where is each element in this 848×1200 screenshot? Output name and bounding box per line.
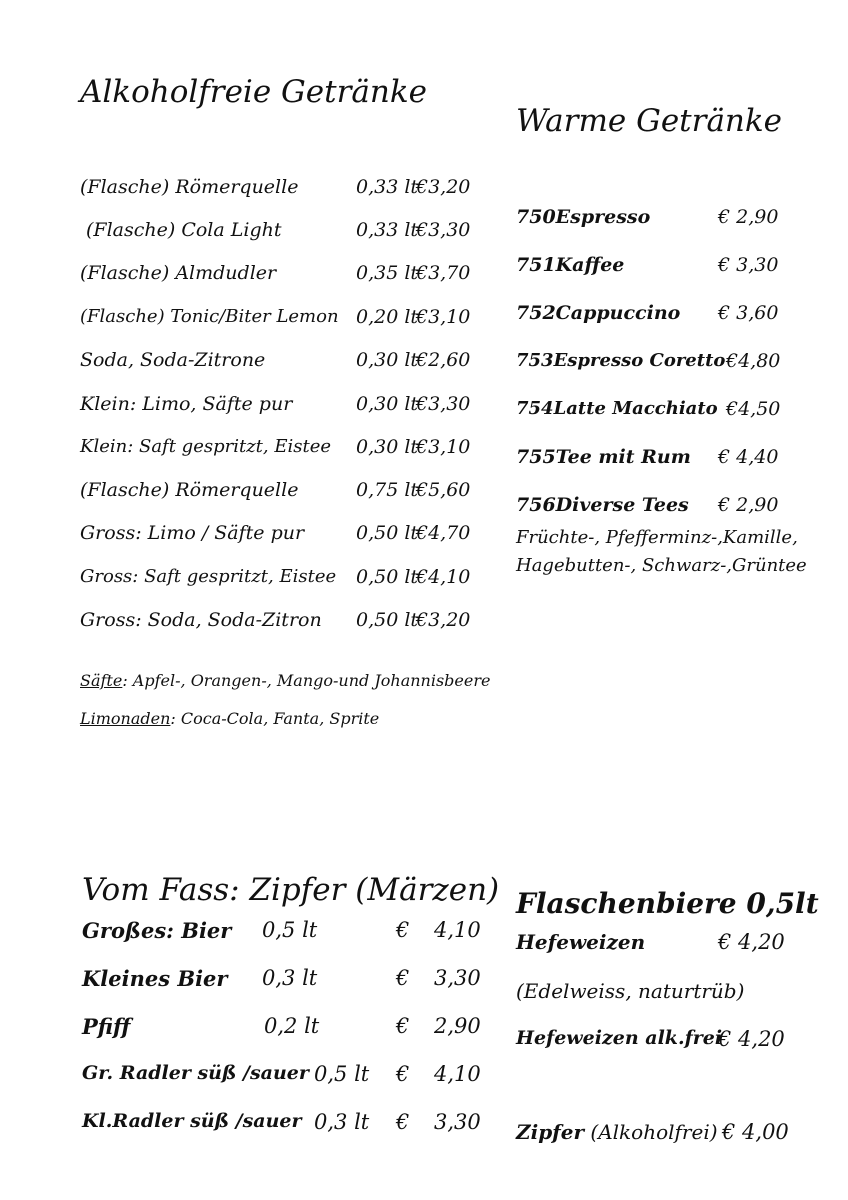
warm-item (516, 206, 650, 228)
bottled-beer-row (516, 1120, 718, 1144)
item-name: Espresso (555, 206, 651, 228)
drink-price: €3,30 (416, 219, 471, 241)
currency-symbol: € (396, 918, 410, 942)
beer-volume: 0,3 lt (314, 1110, 370, 1134)
juices-note-text: : Apfel-, Orangen-, Mango-und Johannisbeere (122, 671, 491, 690)
item-name: Latte Macchiato (553, 398, 718, 419)
section-title-nonalcoholic: Alkoholfreie Getränke (80, 74, 428, 110)
beer-name: Kleines Bier (82, 966, 228, 991)
drink-name: (Flasche) Tonic/Biter Lemon (80, 306, 339, 327)
tea-varieties-line1: Früchte-, Pfefferminz-,Kamille, (516, 527, 798, 548)
drink-volume: 0,50 lt (356, 609, 419, 631)
drink-name: (Flasche) Almdudler (80, 262, 277, 284)
warm-item (516, 446, 691, 468)
tea-varieties-line2: Hagebutten-, Schwarz-,Grüntee (516, 555, 807, 576)
item-name: Diverse Tees (555, 494, 689, 516)
drink-price: €5,60 (416, 479, 471, 501)
bottled-beer-note: (Edelweiss, naturtrüb) (516, 979, 745, 1003)
beer-name: Großes: Bier (82, 918, 232, 943)
beer-price: 4,10 (434, 918, 481, 942)
item-price: € 2,90 (718, 494, 779, 516)
item-price: €4,80 (726, 350, 781, 372)
drink-volume: 0,30 lt (356, 436, 419, 458)
item-name: Espresso Coretto (553, 350, 726, 371)
item-number: 754 (516, 398, 554, 419)
drink-price: €2,60 (416, 349, 471, 371)
item-price: € 4,40 (718, 446, 779, 468)
drink-volume: 0,33 lt (356, 176, 419, 198)
beer-volume: 0,3 lt (262, 966, 318, 990)
drink-name: Gross: Soda, Soda-Zitron (80, 609, 322, 631)
item-name: Kaffee (555, 254, 625, 276)
drink-volume: 0,33 lt (356, 219, 419, 241)
warm-item (516, 254, 624, 276)
item-price: € 3,60 (718, 302, 779, 324)
currency-symbol: € (396, 1014, 410, 1038)
item-name: Tee mit Rum (555, 446, 691, 468)
beer-name: Kl.Radler süß /sauer (82, 1110, 302, 1132)
item-number: 753 (516, 350, 554, 371)
item-number: 756 (516, 494, 556, 516)
lemonades-note (80, 709, 379, 728)
beer-price: 2,90 (434, 1014, 481, 1038)
bottled-beer-price: € 4,00 (722, 1120, 789, 1144)
bottled-beer-note: (Alkoholfrei) (584, 1120, 718, 1144)
drink-price: €3,30 (416, 393, 471, 415)
lemonades-note-label: Limonaden (80, 709, 171, 728)
item-number: 750 (516, 206, 556, 228)
drink-name: Klein: Limo, Säfte pur (80, 393, 293, 415)
drink-volume: 0,35 lt (356, 262, 419, 284)
drink-price: €4,10 (416, 566, 471, 588)
beer-price: 3,30 (434, 1110, 481, 1134)
drink-price: €4,70 (416, 522, 471, 544)
warm-item (516, 302, 680, 324)
currency-symbol: € (396, 1110, 410, 1134)
drink-volume: 0,50 lt (356, 566, 419, 588)
drink-name: (Flasche) Römerquelle (80, 176, 299, 198)
warm-item (516, 350, 725, 371)
currency-symbol: € (396, 1062, 410, 1086)
drink-name: (Flasche) Römerquelle (80, 479, 299, 501)
beer-volume: 0,5 lt (262, 918, 318, 942)
warm-item (516, 398, 718, 419)
bottled-beer-name: Hefeweizen alk.frei (516, 1027, 723, 1049)
drink-volume: 0,30 lt (356, 349, 419, 371)
drink-volume: 0,75 lt (356, 479, 419, 501)
bottled-beer-price: € 4,20 (718, 930, 785, 954)
section-title-bottled-beer: Flaschenbiere 0,5lt (516, 887, 819, 920)
beer-volume: 0,5 lt (314, 1062, 370, 1086)
section-title-draft-beer: Vom Fass: Zipfer (Märzen) (82, 872, 500, 908)
beer-name: Pfiff (82, 1014, 131, 1039)
beer-price: 4,10 (434, 1062, 481, 1086)
beer-price: 3,30 (434, 966, 481, 990)
juices-note-label: Säfte (80, 671, 123, 690)
drink-price: €3,20 (416, 176, 471, 198)
currency-symbol: € (396, 966, 410, 990)
drink-price: €3,20 (416, 609, 471, 631)
item-price: € 2,90 (718, 206, 779, 228)
drink-name: Gross: Limo / Säfte pur (80, 522, 305, 544)
bottled-beer-price: € 4,20 (718, 1027, 785, 1051)
drink-volume: 0,20 lt (356, 306, 419, 328)
bottled-beer-name: Hefeweizen (516, 930, 646, 954)
section-title-warm: Warme Getränke (516, 103, 783, 139)
drink-name: Klein: Saft gespritzt, Eistee (80, 436, 332, 457)
item-price: € 3,30 (718, 254, 779, 276)
item-price: €4,50 (726, 398, 781, 420)
item-number: 755 (516, 446, 556, 468)
drink-name: Soda, Soda-Zitrone (80, 349, 266, 371)
drink-price: €3,10 (416, 306, 471, 328)
warm-item (516, 494, 689, 516)
bottled-beer-name: Zipfer (516, 1120, 585, 1144)
item-name: Cappuccino (555, 302, 681, 324)
drink-name: Gross: Saft gespritzt, Eistee (80, 566, 337, 587)
beer-volume: 0,2 lt (264, 1014, 320, 1038)
juices-note (80, 671, 490, 690)
item-number: 751 (516, 254, 556, 276)
drink-price: €3,70 (416, 262, 471, 284)
drink-volume: 0,50 lt (356, 522, 419, 544)
item-number: 752 (516, 302, 556, 324)
drink-volume: 0,30 lt (356, 393, 419, 415)
drink-name: (Flasche) Cola Light (86, 219, 282, 241)
beer-name: Gr. Radler süß /sauer (82, 1062, 309, 1084)
drink-price: €3,10 (416, 436, 471, 458)
lemonades-note-text: : Coca-Cola, Fanta, Sprite (170, 709, 380, 728)
